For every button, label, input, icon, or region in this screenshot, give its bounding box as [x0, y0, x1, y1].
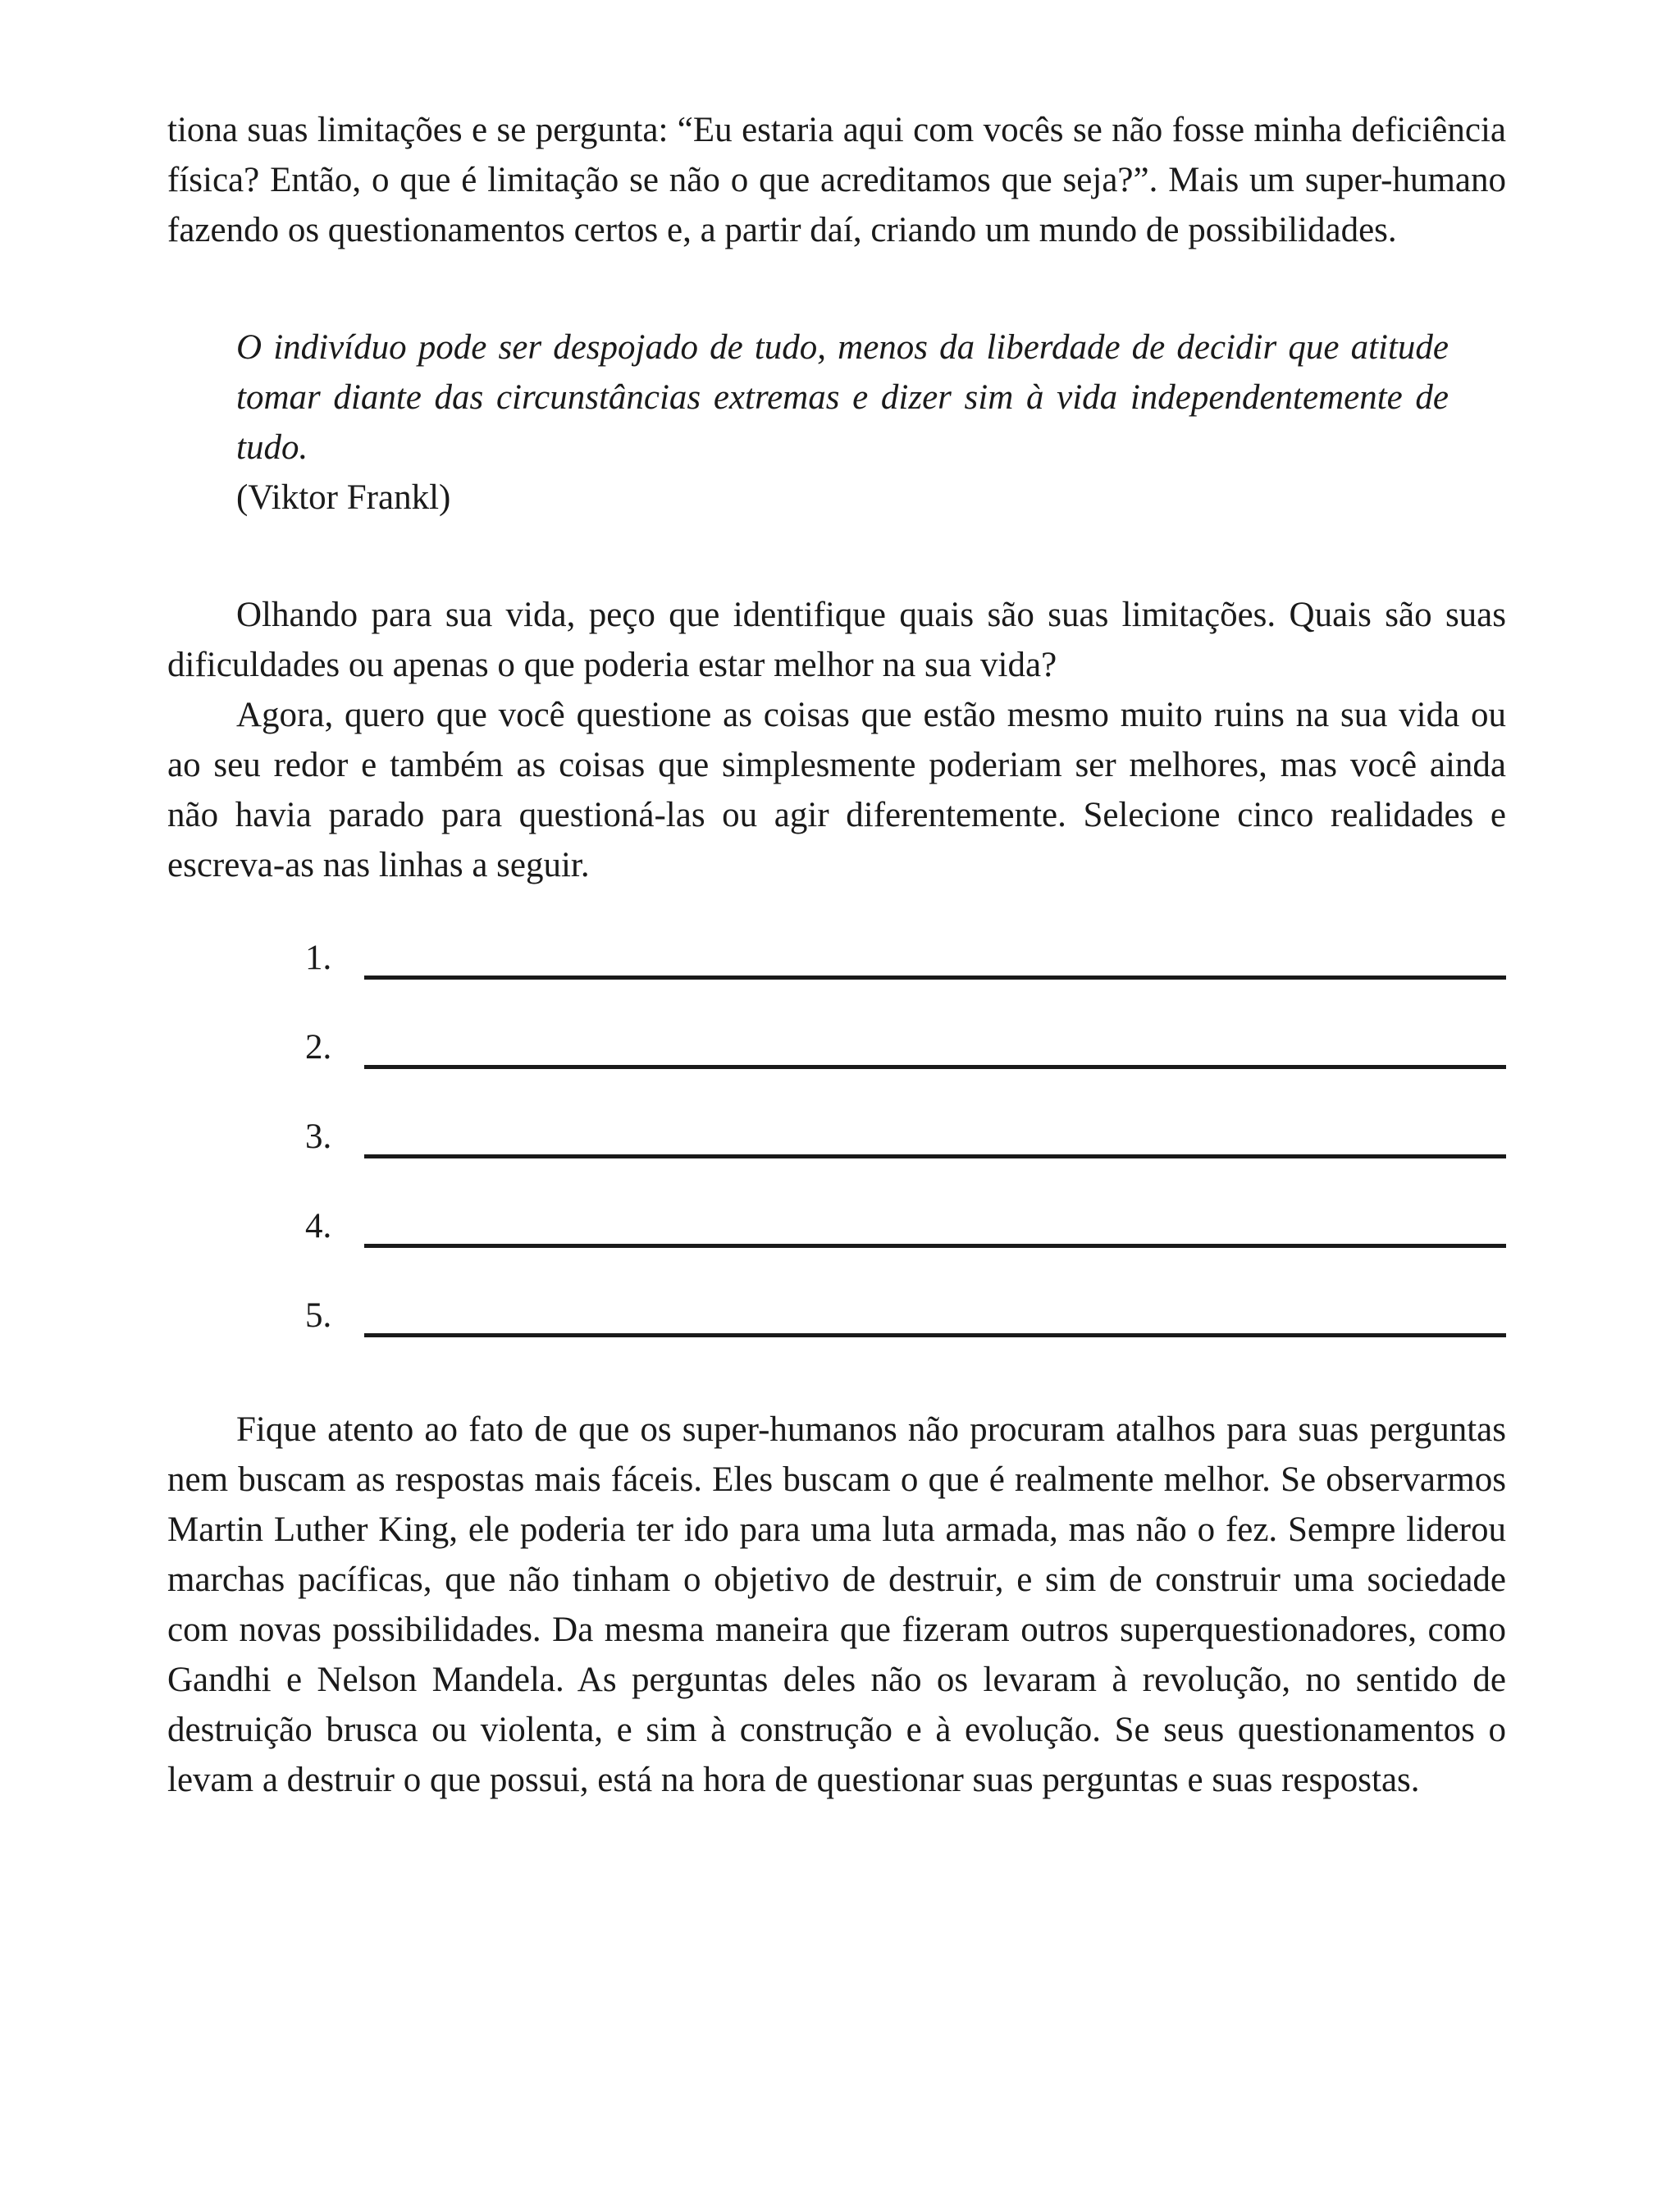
answer-blank-line[interactable]	[364, 1244, 1506, 1248]
answer-line-item	[167, 1022, 1506, 1112]
answer-number: 5.	[305, 1296, 332, 1335]
answer-number: 2.	[305, 1028, 332, 1067]
paragraph-continuation: tiona suas limitações e se pergunta: “Eu estaria aqui com vocês se não fosse minha deficiência física? Então, o que é limitação se não o que acreditamos que seja?”. Mais um super-humano fazendo os questionamentos certos e, a partir daí, criando um mundo de possibilidades.	[167, 111, 1506, 249]
answer-blank-line[interactable]	[364, 1333, 1506, 1337]
quote-text: O indivíduo pode ser despojado de tudo, menos da liberdade de decidir que atitude tomar diante das circunstâncias extremas e dizer sim à vida independentemente de tudo.	[236, 328, 1449, 467]
answer-blank-line[interactable]	[364, 1154, 1506, 1158]
section-superhumans	[167, 1405, 1506, 1805]
answer-number: 4.	[305, 1207, 332, 1245]
answer-blank-line[interactable]	[364, 1065, 1506, 1069]
quote-author: (Viktor Frankl)	[236, 478, 451, 517]
answer-lines-list	[167, 933, 1506, 1380]
answer-line-item	[167, 1291, 1506, 1380]
answer-line-item	[167, 1201, 1506, 1291]
answer-number: 1.	[305, 939, 332, 977]
paragraph-superhumans: Fique atento ao fato de que os super-humanos não procuram atalhos para suas perguntas nem buscam as respostas mais fáceis. Eles buscam o que é realmente melhor. Se observarmos Martin Luther King, ele poderia ter ido para uma luta armada, mas não o fez. Sempre liderou marchas pacíficas, que não tinham o objetivo de destruir, e sim de construir uma sociedade com novas possibilidades. Da mesma maneira que fizeram outros superquestionadores, como Gandhi e Nelson Mandela. As perguntas deles não os levaram à revolução, no sentido de destruição brusca ou violenta, e sim à construção e à evolução. Se seus questionamentos o levam a destruir o que possui, está na hora de questionar suas perguntas e suas respostas.	[167, 1410, 1506, 1799]
section-reflection	[167, 590, 1506, 890]
paragraph-question-realities: Agora, quero que você questione as coisas que estão mesmo muito ruins na sua vida ou ao seu redor e também as coisas que simplesmente poderiam ser melhores, mas você ainda não havia parado para questioná-las ou agir diferentemente. Selecione cinco realidades e escreva-as nas linhas a seguir.	[167, 696, 1506, 884]
answer-number: 3.	[305, 1117, 332, 1156]
answer-line-item	[167, 1112, 1506, 1201]
paragraph-identify-limitations: Olhando para sua vida, peço que identifique quais são suas limitações. Quais são suas dificuldades ou apenas o que poderia estar melhor na sua vida?	[167, 596, 1506, 684]
answer-blank-line[interactable]	[364, 976, 1506, 980]
document-body	[167, 105, 1506, 1805]
answer-line-item	[167, 933, 1506, 1022]
block-quote	[236, 322, 1449, 523]
